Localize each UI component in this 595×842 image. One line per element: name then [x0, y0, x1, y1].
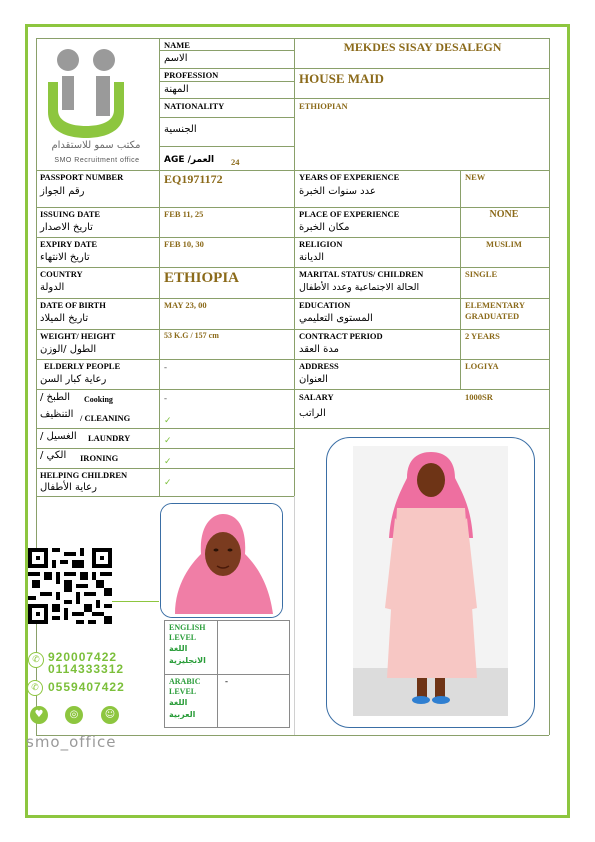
qr-code[interactable]	[28, 548, 112, 624]
issuing-date-label: ISSUING DATE	[40, 209, 101, 219]
elderly-value: -	[164, 362, 167, 372]
laundry-label-arabic: الغسيل /	[40, 431, 77, 442]
salary-value: 1000SR	[465, 392, 493, 402]
address-value: LOGIYA	[465, 361, 499, 371]
helping-children-label: HELPING CHILDREN	[40, 470, 128, 480]
portrait-photo	[160, 503, 283, 618]
dob-label-arabic: تاريخ الميلاد	[40, 313, 89, 324]
english-level-label-arabic: اللغة الانجليزية	[169, 644, 206, 665]
profession-label-arabic: المهنة	[164, 84, 189, 95]
full-body-photo	[326, 437, 535, 728]
name-label-arabic: الاسم	[164, 53, 188, 64]
weight-height-value: 53 K.G / 157 cm	[164, 331, 219, 340]
experience-years-label-arabic: عدد سنوات الخبرة	[299, 186, 376, 197]
experience-place-label-arabic: مكان الخبرة	[299, 222, 350, 233]
weight-height-label: WEIGHT/ HEIGHT	[40, 331, 116, 341]
social-handle[interactable]: smo_office	[26, 733, 117, 751]
laundry-check-icon: ✓	[164, 435, 172, 445]
expiry-date-label-arabic: تاريخ الانتهاء	[40, 252, 90, 263]
country-value: ETHIOPIA	[164, 270, 240, 286]
name-value: MEKDES SISAY DESALEGN	[343, 40, 502, 54]
cooking-value: -	[164, 393, 167, 403]
nationality-label-arabic: الجنسية	[164, 124, 197, 135]
passport-label-arabic: رقم الجواز	[40, 186, 85, 197]
name-label: NAME	[164, 40, 190, 50]
contract-period-label-arabic: مدة العقد	[299, 344, 339, 355]
passport-value: EQ1971172	[164, 172, 223, 186]
contract-period-label: CONTRACT PERIOD	[299, 331, 383, 341]
language-table	[164, 620, 290, 728]
whatsapp-number[interactable]: 0559407422	[48, 680, 125, 694]
arabic-level-value: -	[225, 676, 228, 686]
dob-value: MAY 23, 00	[164, 300, 207, 310]
instagram-icon[interactable]: ◎	[65, 706, 83, 724]
experience-years-value: NEW	[465, 172, 486, 182]
logo-mark-icon	[38, 42, 156, 142]
experience-place-value: NONE	[489, 209, 519, 220]
phone-primary[interactable]: 920007422	[48, 650, 118, 664]
cooking-label-arabic: الطبخ /	[40, 392, 71, 403]
arabic-level-label: ARABIC LEVEL	[169, 677, 201, 696]
experience-years-label: YEARS OF EXPERIENCE	[299, 172, 400, 182]
laundry-label: LAUNDRY	[88, 433, 131, 443]
ironing-check-icon: ✓	[164, 456, 172, 466]
elderly-label-arabic: رعاية كبار السن	[40, 374, 107, 385]
issuing-date-value: FEB 11, 25	[164, 209, 204, 219]
education-value: ELEMENTARY GRADUATED	[465, 300, 525, 321]
elderly-label: ELDERLY PEOPLE	[44, 361, 121, 371]
cleaning-label-arabic: التنظيف	[40, 409, 74, 420]
address-label: ADDRESS	[299, 361, 339, 371]
nationality-value: ETHIOPIAN	[299, 101, 348, 111]
arabic-level-label-arabic: اللغة العربية	[169, 698, 196, 719]
experience-place-label: PLACE OF EXPERIENCE	[299, 209, 400, 219]
whatsapp-icon: ✆	[27, 680, 43, 696]
address-label-arabic: العنوان	[299, 374, 328, 385]
cleaning-check-icon: ✓	[164, 415, 172, 425]
logo-brand-arabic: مكتب سمو للاستقدام	[51, 140, 141, 151]
passport-label: PASSPORT NUMBER	[40, 172, 124, 182]
phone-icon: ✆	[28, 652, 44, 668]
profession-value: HOUSE MAID	[299, 71, 384, 86]
age-label: العمر/ AGE	[164, 155, 215, 165]
snapchat-icon[interactable]: ☺	[101, 706, 119, 724]
expiry-date-label: EXPIRY DATE	[40, 239, 98, 249]
salary-label: SALARY	[299, 392, 334, 402]
logo	[38, 42, 156, 170]
issuing-date-label-arabic: تاريخ الاصدار	[40, 222, 93, 233]
expiry-date-value: FEB 10, 30	[164, 239, 204, 249]
marital-status-label: MARITAL STATUS/ CHILDREN	[299, 269, 424, 279]
cleaning-label: / CLEANING	[80, 413, 131, 423]
country-label: COUNTRY	[40, 269, 83, 279]
religion-label: RELIGION	[299, 239, 343, 249]
logo-brand-english: SMO Recruitment office	[54, 157, 140, 164]
contract-period-value: 2 YEARS	[465, 331, 500, 341]
helping-children-label-arabic: رعاية الأطفال	[40, 482, 97, 493]
education-label-arabic: المستوى التعليمي	[299, 313, 373, 324]
marital-status-value: SINGLE	[465, 269, 498, 279]
ironing-label: IRONING	[80, 453, 119, 463]
phone-secondary[interactable]: 0114333312	[48, 662, 125, 676]
profession-label: PROFESSION	[164, 70, 219, 80]
country-label-arabic: الدولة	[40, 282, 65, 293]
ironing-label-arabic: الكي /	[40, 450, 67, 461]
english-level-label: ENGLISH LEVEL	[169, 623, 206, 642]
religion-value: MUSLIM	[486, 239, 522, 249]
religion-label-arabic: الديانة	[299, 252, 325, 263]
helping-children-check-icon: ✓	[164, 477, 172, 487]
age-value: 24	[231, 157, 240, 167]
education-label: EDUCATION	[299, 300, 351, 310]
weight-height-label-arabic: الطول /الوزن	[40, 344, 97, 355]
cooking-label: Cooking	[84, 395, 113, 404]
marital-status-label-arabic: الحالة الاجتماعية وعدد الأطفال	[299, 282, 420, 293]
nationality-label: NATIONALITY	[164, 101, 225, 111]
twitter-icon[interactable]: ♥	[30, 706, 48, 724]
dob-label: DATE OF BIRTH	[40, 300, 106, 310]
salary-label-arabic: الراتب	[299, 408, 326, 419]
